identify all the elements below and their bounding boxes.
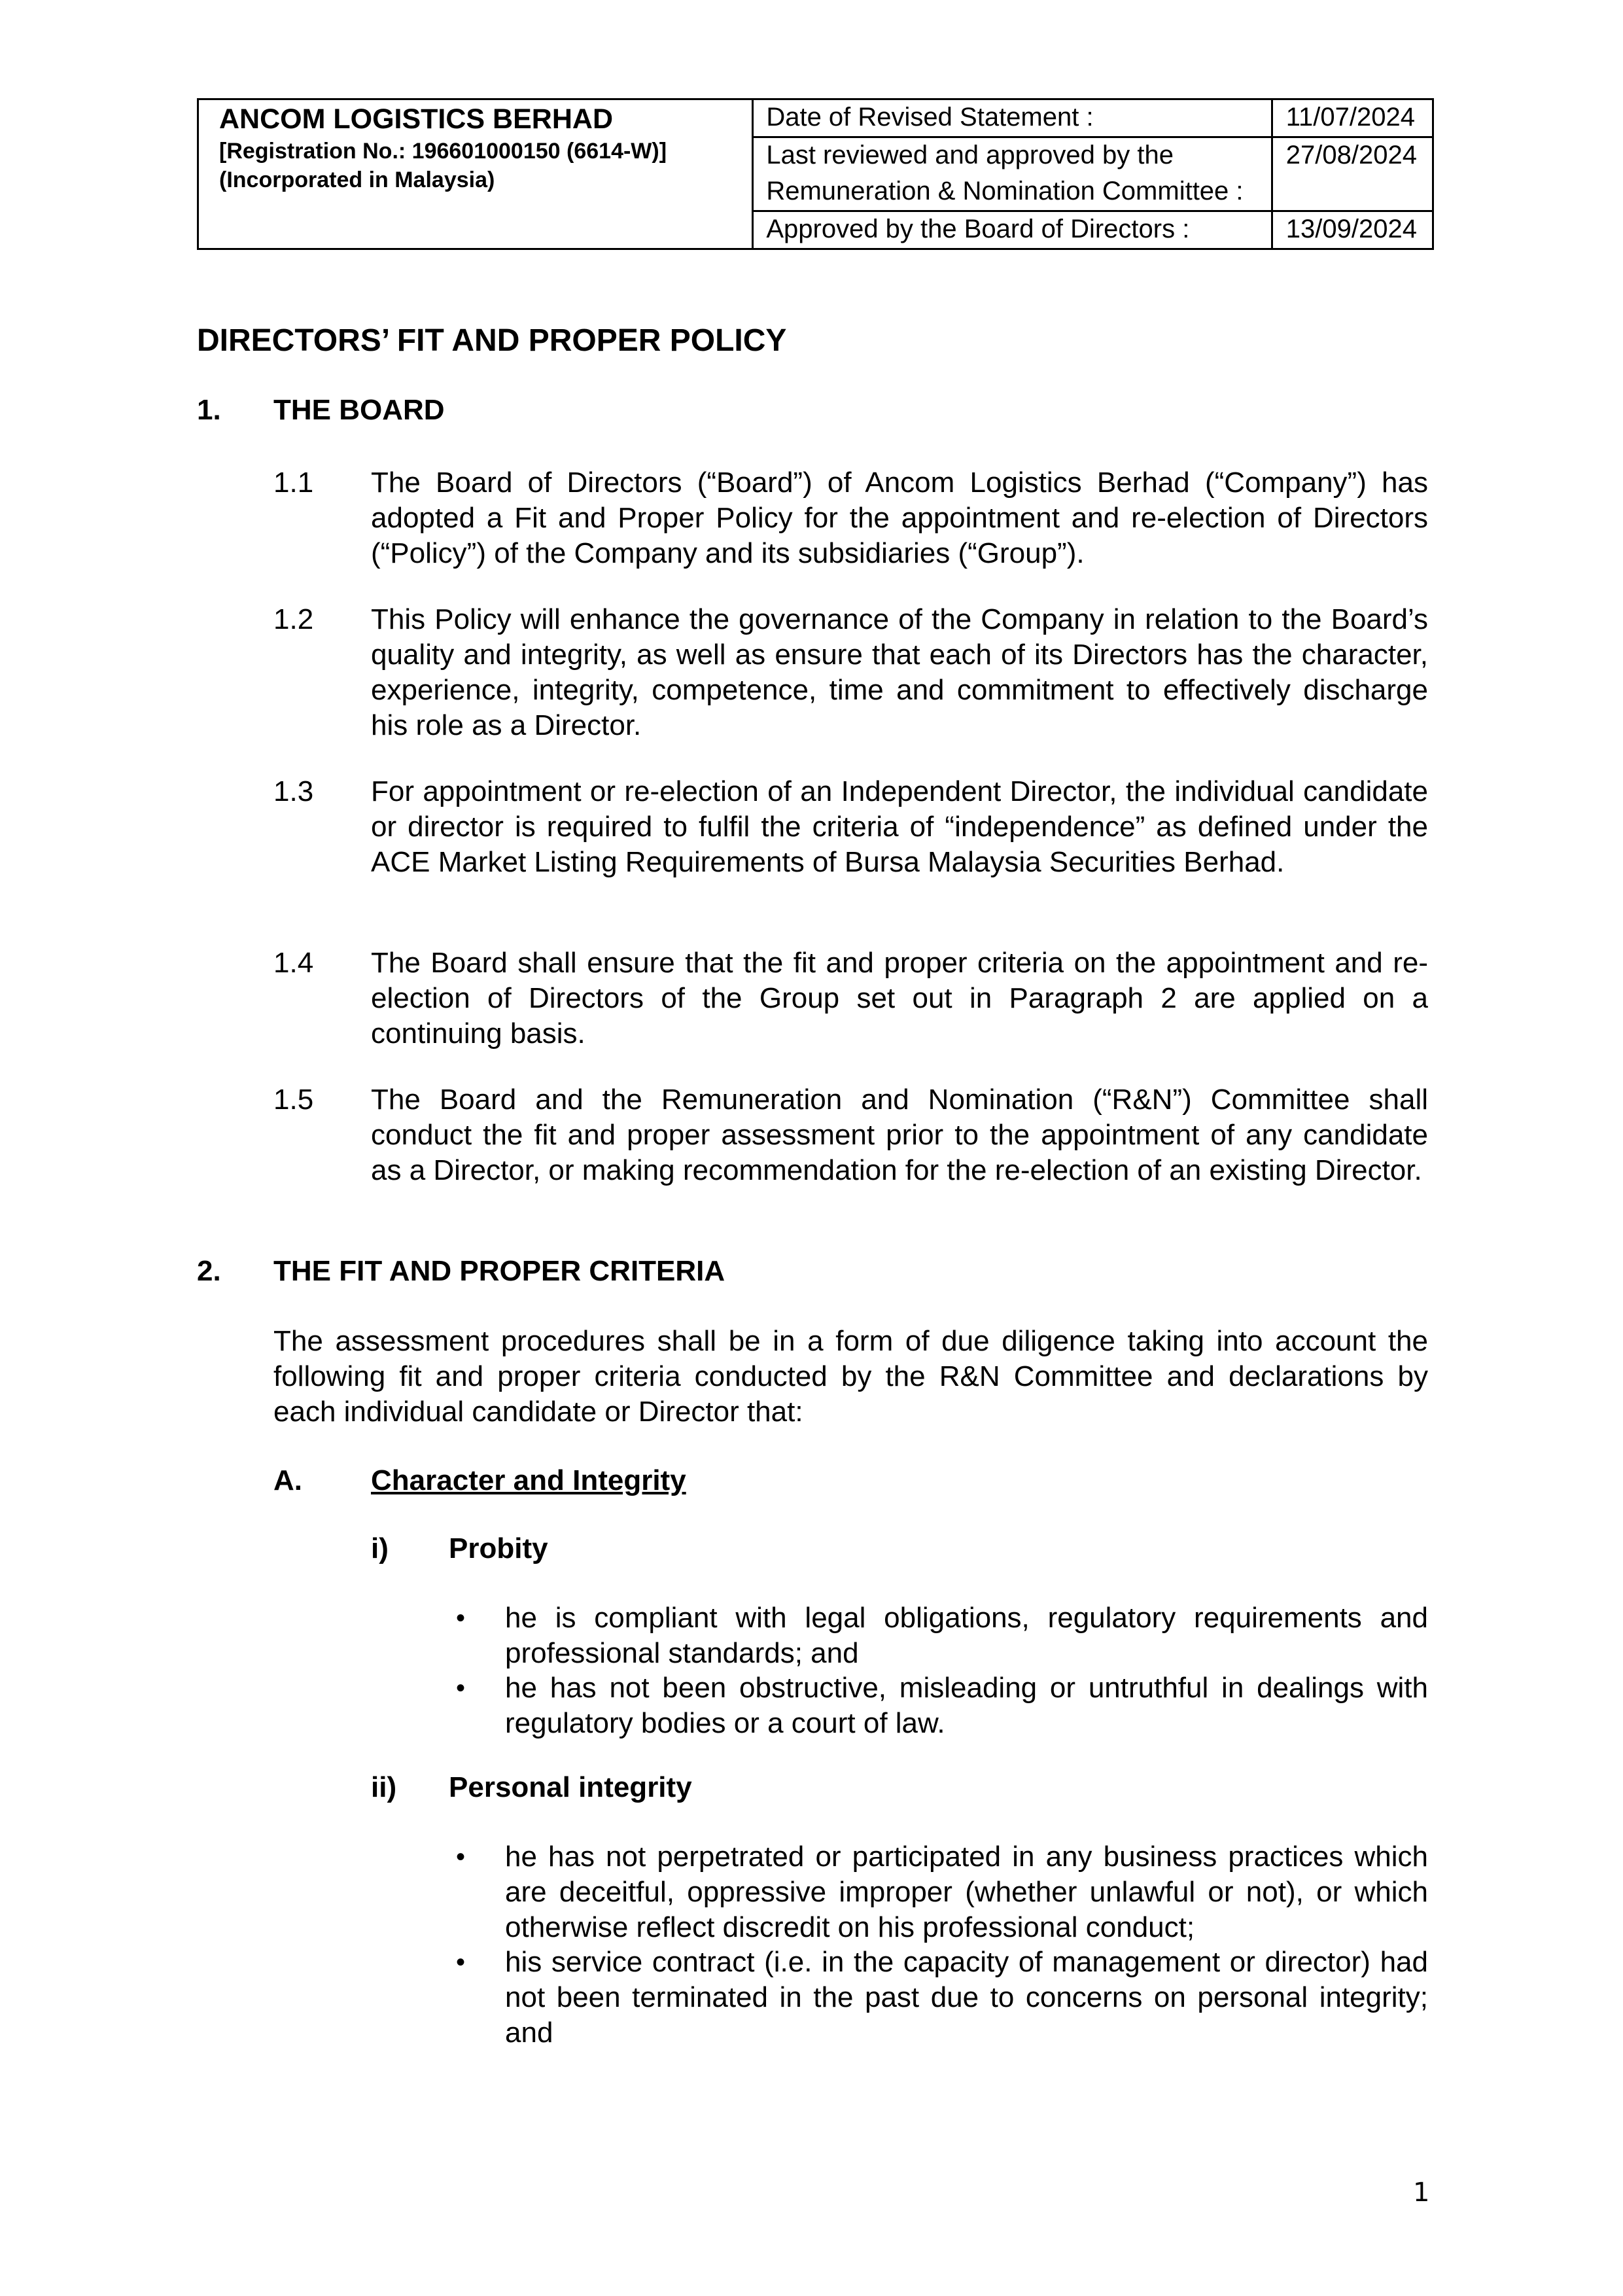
probity-bullet-2: he has not been obstructive, misleading or untruthful in dealings with regulatory bodies or a court of law. xyxy=(505,1672,1428,1739)
section-1-title: THE BOARD xyxy=(273,394,445,426)
revised-date-label-cell xyxy=(753,99,1272,137)
bullet-icon: • xyxy=(456,1604,466,1633)
section-2-intro: The assessment procedures shall be in a form of due diligence taking into account the following fit and proper criteria conducted by the R&N Committee and declarations by each individual candidate or Director that: xyxy=(273,1325,1428,1428)
item-ii-title: Personal integrity xyxy=(449,1771,692,1803)
committee-approval-label-line1: Last reviewed and approved by the xyxy=(766,141,1174,169)
paragraph-1-4-text: The Board shall ensure that the fit and proper criteria on the appointment and re-election of Directors of the Group set out in Paragraph 2 are applied on a continuing basis. xyxy=(371,947,1428,1050)
probity-bullet-1: he is compliant with legal obligations, regulatory requirements and professional standards; and xyxy=(505,1602,1428,1669)
section-2-number: 2. xyxy=(197,1255,221,1287)
personal-integrity-bullet-1: he has not perpetrated or participated in any business practices which are deceitful, oppressive improper (whether unlawful or not), or which otherwise reflect discredit on his professional conduct; xyxy=(505,1841,1428,1943)
subsection-a-letter: A. xyxy=(273,1464,302,1496)
bullet-icon: • xyxy=(456,1674,466,1703)
revised-date-value: 11/07/2024 xyxy=(1285,103,1415,132)
section-2-title: THE FIT AND PROPER CRITERIA xyxy=(273,1255,725,1287)
paragraph-1-5-text: The Board and the Remuneration and Nomination (“R&N”) Committee shall conduct the fit and proper assessment prior to the appointment of any candidate as a Director, or making recommendation for the re-election of an existing Director. xyxy=(371,1084,1428,1186)
committee-approval-date-cell xyxy=(1272,137,1433,211)
subsection-a-title: Character and Integrity xyxy=(371,1464,686,1496)
registration-number: [Registration No.: 196601000150 (6614-W)] xyxy=(219,139,667,164)
bullet-icon: • xyxy=(456,1948,466,1977)
board-approval-date: 13/09/2024 xyxy=(1285,215,1417,243)
incorporation-note: (Incorporated in Malaysia) xyxy=(219,168,495,192)
revised-date-cell xyxy=(1272,99,1433,137)
paragraph-1-5-number: 1.5 xyxy=(273,1084,314,1116)
paragraph-1-3-text: For appointment or re-election of an Independent Director, the individual candidate or director is required to fulfil the criteria of “independence” as defined under the ACE Market Listing Requirements of Bursa Malaysia Securities Berhad. xyxy=(371,775,1428,878)
document-title: DIRECTORS’ FIT AND PROPER POLICY xyxy=(197,323,787,358)
company-name: ANCOM LOGISTICS BERHAD xyxy=(219,103,613,135)
committee-approval-date: 27/08/2024 xyxy=(1285,141,1417,169)
item-i-number: i) xyxy=(371,1532,389,1564)
document-header-table xyxy=(197,98,1434,250)
paragraph-1-1-number: 1.1 xyxy=(273,467,314,499)
page-number: 1 xyxy=(1413,2178,1430,2208)
bullet-icon: • xyxy=(456,1843,466,1871)
paragraph-1-3-number: 1.3 xyxy=(273,775,314,807)
board-approval-date-cell xyxy=(1272,211,1433,249)
item-ii-number: ii) xyxy=(371,1771,397,1803)
paragraph-1-2-number: 1.2 xyxy=(273,603,314,635)
paragraph-1-2-text: This Policy will enhance the governance of the Company in relation to the Board’s quality and integrity, as well as ensure that each of its Directors has the character, experience, integrity, competence, time and commitment to effectively discharge his role as a Director. xyxy=(371,603,1428,741)
board-approval-label-cell xyxy=(753,211,1272,249)
company-info-cell xyxy=(198,99,753,249)
committee-approval-label-cell xyxy=(753,137,1272,211)
section-1-number: 1. xyxy=(197,394,221,426)
board-approval-label: Approved by the Board of Directors : xyxy=(766,215,1190,243)
personal-integrity-bullet-2: his service contract (i.e. in the capacity of management or director) had not been terminated in the past due to concerns on personal integrity; and xyxy=(505,1946,1428,2049)
paragraph-1-1-text: The Board of Directors (“Board”) of Ancom Logistics Berhad (“Company”) has adopted a Fit and Proper Policy for the appointment and re-election of Directors (“Policy”) of the Company and its subsidiaries (“Group”). xyxy=(371,467,1428,569)
item-i-title: Probity xyxy=(449,1532,548,1564)
revised-date-label: Date of Revised Statement : xyxy=(766,103,1094,132)
committee-approval-label-line2: Remuneration & Nomination Committee : xyxy=(766,177,1244,205)
paragraph-1-4-number: 1.4 xyxy=(273,947,314,979)
